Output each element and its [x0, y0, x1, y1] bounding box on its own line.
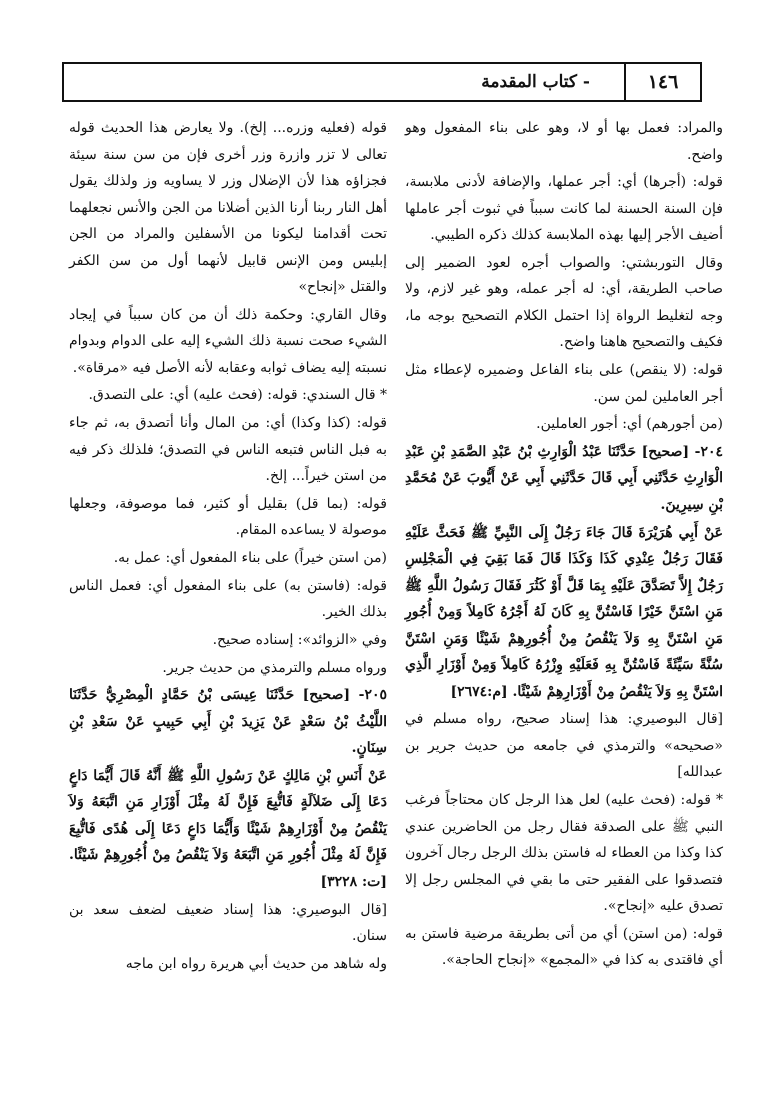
- paragraph: (من استن خيراً) على بناء المفعول أي: عمل به.: [113, 549, 387, 566]
- paragraph: قوله: (من استن) أي من أتى بطريقة مرضية فاستن به أي فاقتدى به كذا في «المجمع» «إنجاح الحاجة».: [405, 925, 723, 969]
- hadith-chain: ٢٠٥- [صحيح] حَدَّثَنَا عِيسَى بْنُ حَمَّادٍ الْمِصْرِيُّ حَدَّثَنَا اللَّيْثُ بْنُ سَعْدٍ عَنْ يَزِيدَ بْنِ أَبِي حَبِيبٍ عَنْ سَعْدِ بْنِ سِنَانٍ.: [69, 687, 387, 757]
- paragraph: وقال التوربشتي: والصواب أجره لعود الضمير إلى صاحب الطريقة، أي: له أجر عمله، وهو غير لازم، ولا وجه لتغليط الرواة إذا احتمل الكلام التصحيح بوجه ما، فكيف والتصحيح هاهنا واضح.: [405, 254, 723, 351]
- page-header: [62, 62, 702, 102]
- page-number: ١٤٦: [624, 64, 700, 100]
- paragraph: وفي «الزوائد»: إسناده صحيح.: [212, 631, 387, 648]
- paragraph: قوله (فعليه وزره... إلخ). ولا يعارض هذا الحديث قوله تعالى لا تزر وازرة وزر أخرى فإن من سن سنة سيئة فجزاؤه هذا لأن الإضلال وزر لا يساويه وز ولذلك يقول أهل النار ربنا أرنا الذين أضلانا من الجن والأنس نجعلهما تحت أقدامنا ليكونا من الأسفلين والمراد من الجن إبليس ومن الإنس قابيل لأنهما أول من سن الكفر والقتل «إنجاح»: [69, 120, 387, 295]
- paragraph: قوله: (فاستن به) على بناء المفعول أي: فعمل الناس بذلك الخير.: [69, 577, 387, 621]
- right-column: [405, 115, 723, 975]
- paragraph: * قوله: (فحث عليه) لعل هذا الرجل كان محتاجاً فرغب النبي ﷺ على الصدقة فقال رجل من الحاضرين عندي كذا وكذا من العطاء له فاستن بذلك الرجل رجال آخرون فتصدقوا على الفقير حتى ما بقي في المجلس رجل إلا تصدق عليه «إنجاح».: [405, 792, 723, 914]
- hadith-chain: ٢٠٤- [صحيح] حَدَّثَنَا عَبْدُ الْوَارِثِ بْنُ عَبْدِ الصَّمَدِ بْنِ عَبْدِ الْوَارِثِ حَدَّثَنِي أَبِي قَالَ حَدَّثَنِي أَبِي عَنْ أَيُّوبَ عَنْ مُحَمَّدِ بْنِ سِيرِينَ.: [405, 443, 723, 513]
- running-title: - كتاب المقدمة: [481, 72, 590, 92]
- paragraph: قوله: (كذا وكذا) أي: من المال وأنا أتصدق به، ثم جاء به فبل الناس فتبعه الناس في التصدق؛ فلذلك ذكر فيه من استن خيراً... إلخ.: [69, 415, 387, 485]
- paragraph: [قال البوصيري: هذا إسناد ضعيف لضعف سعد بن سنان.: [69, 901, 387, 945]
- paragraph: [قال البوصيري: هذا إسناد صحيح، رواه مسلم في «صحيحه» والترمذي في جامعه من حديث جرير بن عبدالله]: [405, 711, 723, 781]
- paragraph: قوله: (بما قل) بقليل أو كثير، فما موصوفة، وجعلها موصولة لا يساعده المقام.: [69, 495, 387, 539]
- hadith-text: عَنْ أَنَسِ بْنِ مَالِكٍ عَنْ رَسُولِ اللَّهِ ﷺ أَنَّهُ قَالَ أَيُّمَا دَاعٍ دَعَا إِلَى ضَلاَلَةٍ فَاتُّبِعَ فَإِنَّ لَهُ مِثْلَ أَوْزَارِ مَنِ اتَّبَعَهُ وَلاَ يَنْقُصُ مِنْ أَوْزَارِهِمْ شَيْئًا وَأَيُّمَا دَاعٍ دَعَا إِلَى هُدًى فَاتُّبِعَ فَإِنَّ لَهُ مِثْلَ أُجُورِ مَنِ اتَّبَعَهُ وَلاَ يَنْقُصُ مِنْ أُجُورِهِمْ شَيْئًا. [ت: ٣٢٢٨]: [69, 767, 387, 890]
- paragraph: (من أجورهم) أي: أجور العاملين.: [536, 416, 723, 433]
- left-column: [69, 115, 387, 978]
- paragraph: وقال القاري: وحكمة ذلك أن من كان سبباً في إيجاد الشيء صحت نسبة ذلك الشيء إليه على الدوام وبدوام نسبته إليه يضاف ثوابه وعقابه لأنه الأصل فيه «مرقاة».: [69, 306, 387, 376]
- paragraph: قوله: (لا ينقص) على بناء الفاعل وضميره لإعطاء مثل أجر العاملين لمن سن.: [405, 362, 723, 405]
- paragraph: * قال السندي: قوله: (فحث عليه) أي: على التصدق.: [88, 387, 387, 404]
- paragraph: ورواه مسلم والترمذي من حديث جرير.: [162, 659, 387, 676]
- paragraph: قوله: (أجرها) أي: أجر عملها، والإضافة لأدنى ملابسة، فإن السنة الحسنة لما كانت سبباً في ثبوت أجر عاملها أضيف الأجر إليها بهذه الملابسة كذلك ذكره الطيبي.: [405, 174, 723, 244]
- hadith-text: عَنْ أَبِي هُرَيْرَةَ قَالَ جَاءَ رَجُلٌ إِلَى النَّبِيِّ ﷺ فَحَثَّ عَلَيْهِ فَقَالَ رَجُلٌ عِنْدِي كَذَا وَكَذَا قَالَ فَمَا بَقِيَ فِي الْمَجْلِسِ رَجُلٌ إِلاَّ تَصَدَّقَ عَلَيْهِ بِمَا قَلَّ أَوْ كَثُرَ فَقَالَ رَسُولُ اللَّهِ ﷺ مَنِ اسْتَنَّ خَيْرًا فَاسْتُنَّ بِهِ كَانَ لَهُ أَجْرُهُ كَامِلاً وَمِنْ أُجُورِ مَنِ اسْتَنَّ بِهِ وَلاَ يَنْقُصُ مِنْ أُجُورِهِمْ شَيْئًا وَمَنِ اسْتَنَّ سُنَّةً سَيِّئَةً فَاسْتُنَّ بِهِ فَعَلَيْهِ وِزْرُهُ كَامِلاً وَمِنْ أَوْزَارِ الَّذِي اسْتَنَّ بِهِ وَلاَ يَنْقُصُ مِنْ أَوْزَارِهِمْ شَيْئًا. [م:٢٦٧٤]: [405, 524, 723, 700]
- paragraph: والمراد: فعمل بها أو لا، وهو على بناء المفعول وهو واضح.: [405, 120, 723, 163]
- paragraph: وله شاهد من حديث أبي هريرة رواه ابن ماجه: [125, 955, 387, 972]
